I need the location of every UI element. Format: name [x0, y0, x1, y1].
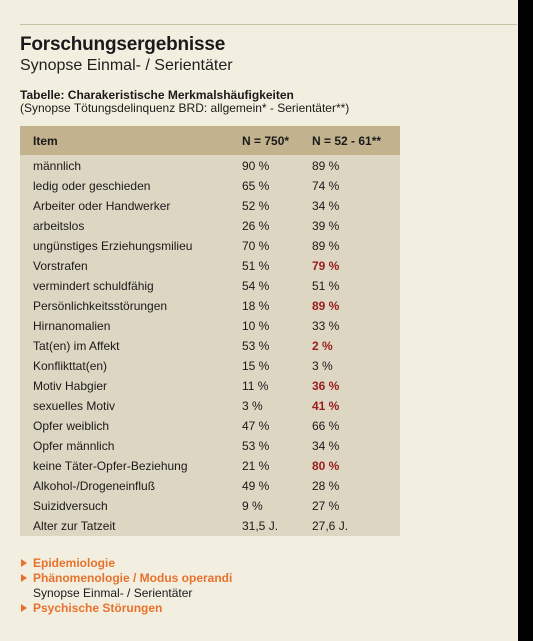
- cell-serial: 33 %: [312, 319, 340, 333]
- cell-item: keine Täter-Opfer-Beziehung: [33, 459, 188, 473]
- cell-general: 47 %: [242, 419, 270, 433]
- cell-serial: 89 %: [312, 159, 340, 173]
- header-serial: N = 52 - 61**: [312, 134, 382, 148]
- cell-item: männlich: [33, 159, 82, 173]
- cell-serial: 28 %: [312, 479, 340, 493]
- table-row: [20, 436, 400, 456]
- table-row: [20, 396, 400, 416]
- cell-general: 26 %: [242, 219, 270, 233]
- cell-general: 53 %: [242, 339, 270, 353]
- cell-item: vermindert schuldfähig: [33, 279, 154, 293]
- nav-current-item: [20, 586, 232, 601]
- section-navigation: [20, 556, 232, 616]
- table-row: [20, 456, 400, 476]
- cell-general: 49 %: [242, 479, 270, 493]
- table-caption: Tabelle: Charakeristische Merkmalshäufigkeiten: [20, 88, 294, 102]
- cell-item: Alter zur Tatzeit: [33, 519, 116, 533]
- cell-serial: 66 %: [312, 419, 340, 433]
- table-subcaption: (Synopse Tötungsdelinquenz BRD: allgemein* - Serientäter**): [20, 101, 350, 115]
- cell-serial: 41 %: [312, 399, 340, 413]
- cell-general: 52 %: [242, 199, 270, 213]
- page-subtitle: Synopse Einmal- / Serientäter: [20, 57, 233, 74]
- cell-general: 54 %: [242, 279, 270, 293]
- table-row: [20, 216, 400, 236]
- cell-serial: 36 %: [312, 379, 340, 393]
- cell-item: Motiv Habgier: [33, 379, 108, 393]
- cell-general: 31,5 J.: [242, 519, 279, 533]
- cell-item: Persönlichkeitsstörungen: [33, 299, 168, 313]
- cell-general: 90 %: [242, 159, 270, 173]
- nav-link-item[interactable]: [20, 601, 232, 616]
- cell-general: 51 %: [242, 259, 270, 273]
- cell-item: Opfer männlich: [33, 439, 115, 453]
- cell-item: sexuelles Motiv: [33, 399, 116, 413]
- triangle-right-icon: [21, 604, 27, 612]
- cell-serial: 3 %: [312, 359, 333, 373]
- cell-serial: 74 %: [312, 179, 340, 193]
- cell-general: 10 %: [242, 319, 270, 333]
- cell-general: 53 %: [242, 439, 270, 453]
- cell-general: 11 %: [242, 379, 269, 393]
- table-row: [20, 516, 400, 536]
- table-row: [20, 496, 400, 516]
- nav-link-item[interactable]: [20, 571, 232, 586]
- cell-serial: 80 %: [312, 459, 340, 473]
- table-header-row: [20, 126, 400, 155]
- cell-general: 18 %: [242, 299, 270, 313]
- table-row: [20, 416, 400, 436]
- table-row: [20, 296, 400, 316]
- header-item: Item: [33, 134, 58, 148]
- cell-serial: 27,6 J.: [312, 519, 349, 533]
- table-row: [20, 256, 400, 276]
- cell-serial: 2 %: [312, 339, 333, 353]
- nav-link-item[interactable]: [20, 556, 232, 571]
- cell-item: ledig oder geschieden: [33, 179, 151, 193]
- cell-item: Hirnanomalien: [33, 319, 111, 333]
- cell-serial: 34 %: [312, 439, 340, 453]
- table-body: [20, 155, 400, 536]
- table-row: [20, 336, 400, 356]
- cell-item: arbeitslos: [33, 219, 85, 233]
- nav-label: Synopse Einmal- / Serientäter: [33, 586, 193, 600]
- cell-item: Opfer weiblich: [33, 419, 110, 433]
- cell-general: 70 %: [242, 239, 270, 253]
- cell-general: 9 %: [242, 499, 263, 513]
- cell-serial: 39 %: [312, 219, 340, 233]
- cell-serial: 89 %: [312, 299, 340, 313]
- top-divider: [20, 24, 517, 25]
- cell-general: 15 %: [242, 359, 270, 373]
- characteristics-table: [20, 126, 400, 536]
- cell-serial: 79 %: [312, 259, 340, 273]
- table-row: [20, 156, 400, 176]
- cell-general: 3 %: [242, 399, 263, 413]
- cell-general: 21 %: [242, 459, 270, 473]
- header-general: N = 750*: [242, 134, 290, 148]
- triangle-right-icon: [21, 574, 27, 582]
- table-row: [20, 356, 400, 376]
- cell-serial: 89 %: [312, 239, 340, 253]
- triangle-right-icon: [21, 559, 27, 567]
- cell-item: Konflikttat(en): [33, 359, 108, 373]
- cell-item: Tat(en) im Affekt: [33, 339, 120, 353]
- cell-item: Arbeiter oder Handwerker: [33, 199, 171, 213]
- table-row: [20, 316, 400, 336]
- table-row: [20, 196, 400, 216]
- table-row: [20, 176, 400, 196]
- cell-serial: 34 %: [312, 199, 340, 213]
- cell-item: Alkohol-/Drogeneinfluß: [33, 479, 156, 493]
- table-row: [20, 276, 400, 296]
- cell-general: 65 %: [242, 179, 270, 193]
- cell-item: Suizidversuch: [33, 499, 108, 513]
- nav-label[interactable]: Phänomenologie / Modus operandi: [33, 571, 233, 585]
- cell-serial: 51 %: [312, 279, 340, 293]
- page-title: Forschungsergebnisse: [20, 34, 226, 55]
- table-row: [20, 236, 400, 256]
- cell-serial: 27 %: [312, 499, 340, 513]
- nav-label[interactable]: Psychische Störungen: [33, 601, 163, 615]
- nav-label[interactable]: Epidemiologie: [33, 556, 116, 570]
- cell-item: ungünstiges Erziehungsmilieu: [33, 239, 193, 253]
- cell-item: Vorstrafen: [33, 259, 88, 273]
- table-row: [20, 476, 400, 496]
- table-row: [20, 376, 400, 396]
